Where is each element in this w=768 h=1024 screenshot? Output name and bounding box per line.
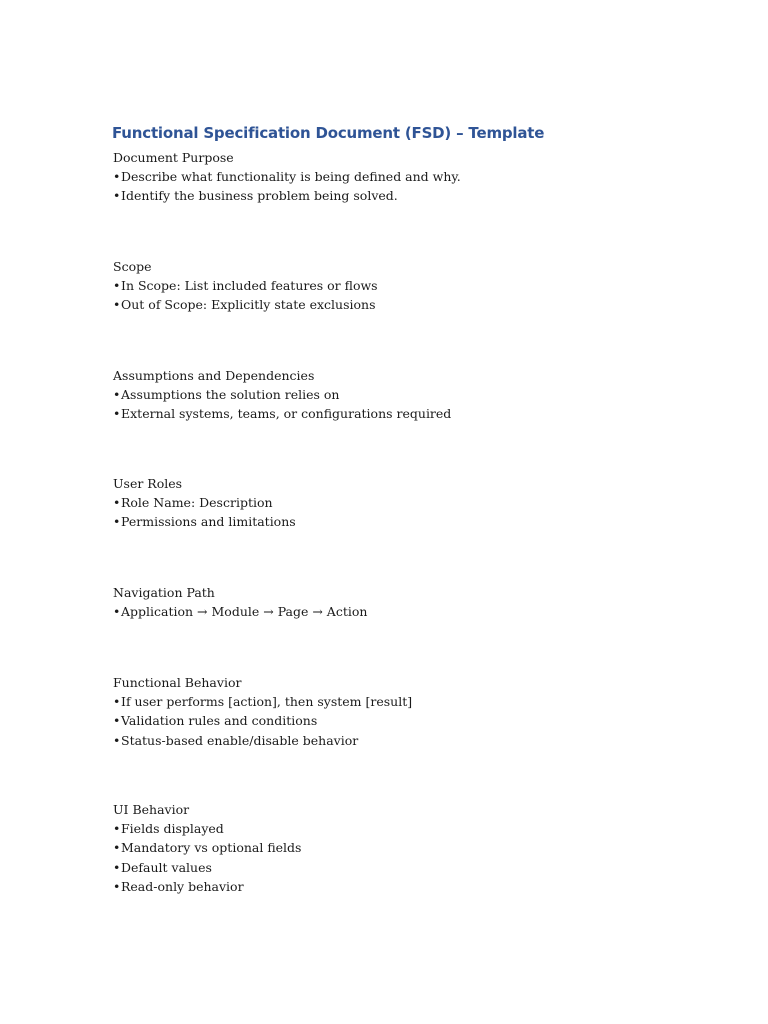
list-item [113, 512, 713, 531]
list-item-text: Permissions and limitations [121, 514, 296, 530]
bullet-list [113, 276, 713, 314]
bullet-icon: • [113, 406, 121, 422]
list-item-text: External systems, teams, or configurations required [121, 406, 452, 422]
list-item [113, 167, 713, 186]
list-item-text: Describe what functionality is being defined and why. [121, 169, 461, 185]
list-item [113, 404, 713, 423]
section-heading: Document Purpose [113, 150, 234, 165]
bullet-icon: • [113, 821, 121, 837]
bullet-list [113, 819, 713, 896]
section-heading: Scope [113, 259, 152, 274]
section-heading: User Roles [113, 476, 183, 491]
section-user-roles [113, 474, 713, 532]
document-title: Functional Specification Document (FSD) – Template [112, 124, 545, 142]
bullet-icon: • [113, 694, 121, 710]
list-item [113, 877, 713, 896]
bullet-icon: • [113, 297, 121, 313]
bullet-icon: • [113, 278, 121, 294]
bullet-icon: • [113, 859, 121, 875]
list-item [113, 276, 713, 295]
list-item-text: Validation rules and conditions [121, 713, 318, 729]
section-heading: Functional Behavior [113, 675, 242, 690]
bullet-icon: • [113, 387, 121, 403]
bullet-list [113, 385, 713, 423]
section-heading: Assumptions and Dependencies [113, 368, 315, 383]
bullet-list [113, 167, 713, 205]
bullet-icon: • [113, 732, 121, 748]
section-heading: UI Behavior [113, 802, 190, 817]
list-item-text: In Scope: List included features or flows [121, 278, 378, 294]
list-item [113, 493, 713, 512]
section-heading: Navigation Path [113, 585, 215, 600]
bullet-list [113, 692, 713, 750]
section-assumptions-dependencies [113, 366, 713, 424]
list-item-text: Application → Module → Page → Action [121, 604, 368, 620]
bullet-icon: • [113, 514, 121, 530]
section-document-purpose [113, 148, 713, 206]
list-item-text: If user performs [action], then system [result] [121, 694, 413, 710]
list-item-text: Role Name: Description [121, 495, 273, 511]
bullet-icon: • [113, 169, 121, 185]
list-item-text: Mandatory vs optional fields [121, 840, 302, 856]
list-item [113, 858, 713, 877]
list-item [113, 602, 713, 621]
list-item-text: Status-based enable/disable behavior [121, 732, 359, 748]
list-item [113, 838, 713, 857]
list-item [113, 186, 713, 205]
list-item [113, 385, 713, 404]
section-ui-behavior [113, 800, 713, 896]
bullet-icon: • [113, 878, 121, 894]
bullet-icon: • [113, 713, 121, 729]
bullet-icon: • [113, 495, 121, 511]
list-item-text: Fields displayed [121, 821, 224, 837]
section-functional-behavior [113, 673, 713, 750]
bullet-icon: • [113, 188, 121, 204]
list-item-text: Assumptions the solution relies on [121, 387, 340, 403]
bullet-list [113, 602, 713, 621]
bullet-list [113, 493, 713, 531]
section-scope [113, 257, 713, 315]
section-navigation-path [113, 583, 713, 621]
list-item [113, 692, 713, 711]
list-item [113, 711, 713, 730]
list-item [113, 295, 713, 314]
list-item-text: Default values [121, 859, 212, 875]
bullet-icon: • [113, 840, 121, 856]
list-item [113, 731, 713, 750]
list-item [113, 819, 713, 838]
list-item-text: Out of Scope: Explicitly state exclusions [121, 297, 376, 313]
bullet-icon: • [113, 604, 121, 620]
list-item-text: Read-only behavior [121, 878, 244, 894]
list-item-text: Identify the business problem being solved. [121, 188, 398, 204]
